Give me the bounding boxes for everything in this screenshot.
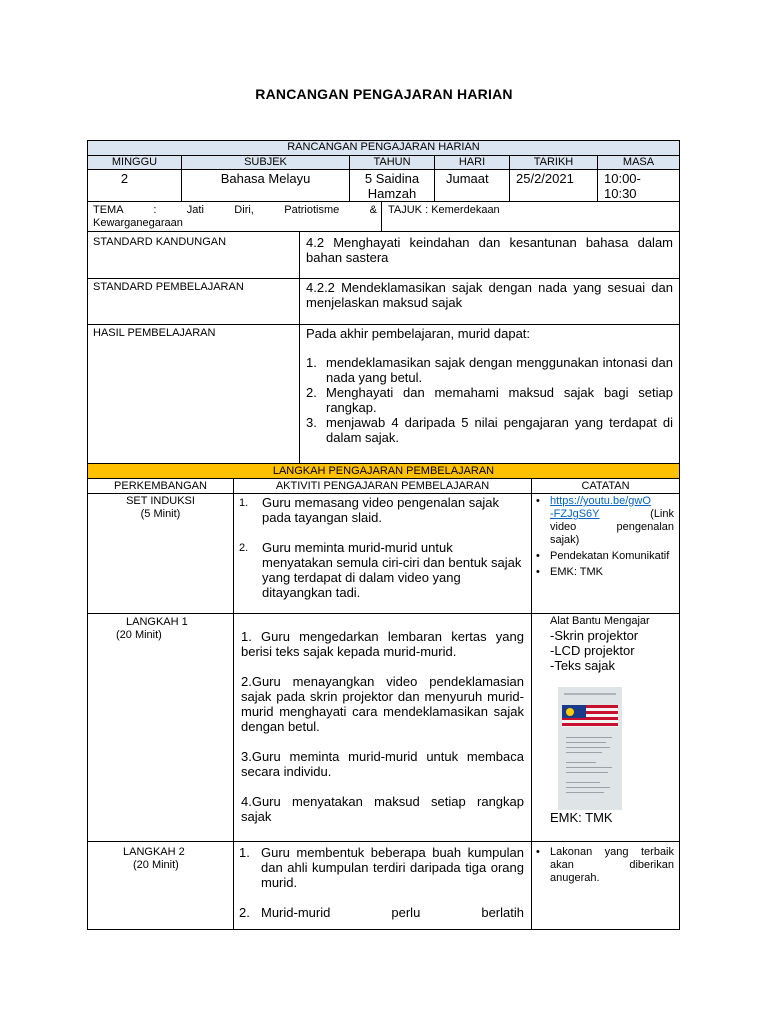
header-masa: MASA — [597, 155, 679, 169]
value-tarikh: 25/2/2021 — [509, 169, 597, 201]
set-induksi-notes — [531, 493, 679, 613]
set-induksi-label: SET INDUKSI (5 Minit) — [88, 493, 233, 613]
standard-pembelajaran-text: 4.2.2 Mendeklamasikan sajak dengan nada yang sesuai dan menjelaskan maksud sajak — [299, 278, 679, 324]
standard-pembelajaran-label: STANDARD PEMBELAJARAN — [88, 278, 299, 324]
list-item: 1. Guru memasang video pengenalan sajak pada tayangan slaid. — [239, 495, 500, 525]
video-link-cont[interactable]: -FZJgS6Y — [550, 508, 600, 520]
list-item: • EMK: TMK — [534, 566, 674, 579]
list-item: 2. Guru meminta murid-murid untuk menyatakan semula ciri-ciri dan bentuk sajak yang terdapat di dalam video yang ditayangkan tadi. — [239, 540, 522, 600]
poem-sheet-image — [558, 687, 622, 810]
col-perkembangan: PERKEMBANGAN — [88, 478, 233, 493]
paragraph: 2.Guru menayangkan video pendeklamasian sajak pada skrin projektor dan menyuruh murid-murid menghayati cara mendeklamasikan sajak dengan betul. — [241, 674, 524, 734]
standard-kandungan-text: 4.2 Menghayati keindahan dan kesantunan bahasa dalam bahan sastera — [299, 231, 679, 278]
list-item: -Teks sajak — [550, 658, 616, 673]
standard-kandungan-label: STANDARD KANDUNGAN — [88, 231, 299, 278]
value-minggu: 2 — [88, 169, 161, 201]
video-link[interactable]: https://youtu.be/gwO — [550, 495, 651, 507]
list-item: -LCD projektor — [550, 643, 635, 658]
list-item: 1. mendeklamasikan sajak dengan menggunakan intonasi dan nada yang betul. — [306, 355, 673, 385]
list-item: • Pendekatan Komunikatif — [534, 550, 674, 563]
header-hari: HARI — [434, 155, 509, 169]
value-tahun: 5 Saidina Hamzah — [349, 169, 434, 201]
list-item: 2. Menghayati dan memahami maksud sajak bagi setiap rangkap. — [306, 385, 673, 415]
paragraph: 1. Guru mengedarkan lembaran kertas yang berisi teks sajak kepada murid-murid. — [241, 629, 524, 659]
paragraph: 4.Guru menyatakan maksud setiap rangkap sajak — [241, 794, 524, 824]
list-item: 3. menjawab 4 daripada 5 nilai pengajaran yang terdapat di dalam sajak. — [306, 415, 673, 445]
langkah1-activities — [233, 613, 531, 841]
paragraph: 3.Guru meminta murid-murid untuk membaca secara individu. — [241, 749, 524, 779]
page-title: RANCANGAN PENGAJARAN HARIAN — [255, 86, 513, 102]
value-masa: 10:00- 10:30 — [597, 169, 679, 201]
langkah-header: LANGKAH PENGAJARAN PEMBELAJARAN — [88, 463, 679, 478]
list-item: • Lakonan yang terbaik akan diberikan anugerah. — [534, 846, 674, 885]
list-item: • https://youtu.be/gwO -FZJgS6Y (Link video pengenalan sajak) — [534, 495, 674, 547]
value-subjek: Bahasa Melayu — [181, 169, 349, 201]
langkah1-label: LANGKAH 1 (20 Minit) — [88, 613, 233, 841]
langkah2-notes — [531, 841, 679, 930]
hasil-pembelajaran-content: Pada akhir pembelajaran, murid dapat: 1. mendeklamasikan sajak dengan menggunakan intonasi dan nada yang betul. 2. Menghayati dan memahami maksud sajak bagi setiap rangkap. 3. menjawab 4 daripada 5 nilai pengajaran yang terdapat di dalam sajak. — [299, 324, 679, 463]
set-induksi-activities — [233, 493, 531, 613]
langkah2-label: LANGKAH 2 (20 Minit) — [88, 841, 233, 930]
header-tarikh: TARIKH — [509, 155, 597, 169]
list-item: 2. Murid-murid perlu berlatih — [239, 905, 524, 920]
tajuk-cell: TAJUK : Kemerdekaan — [381, 201, 679, 231]
tema-cell: TEMA : Jati Diri, Patriotisme & Kewarganegaraan — [88, 201, 381, 231]
header-tahun: TAHUN — [349, 155, 434, 169]
list-item: -Skrin projektor — [550, 628, 639, 643]
lesson-plan-table — [87, 140, 680, 930]
header-subjek: SUBJEK — [181, 155, 349, 169]
header-minggu: MINGGU — [88, 155, 181, 169]
hasil-pembelajaran-label: HASIL PEMBELAJARAN — [88, 324, 299, 463]
table-title: RANCANGAN PENGAJARAN HARIAN — [88, 141, 679, 155]
langkah2-activities — [233, 841, 531, 930]
col-aktiviti: AKTIVITI PENGAJARAN PEMBELAJARAN — [233, 478, 531, 493]
value-hari: Jumaat — [434, 169, 509, 201]
col-catatan: CATATAN — [531, 478, 679, 493]
langkah1-notes: Alat Bantu Mengajar -Skrin projektor -LCD projektor -Teks sajak EMK: TMK — [531, 613, 679, 841]
list-item: 1. Guru membentuk beberapa buah kumpulan dan ahli kumpulan terdiri daripada tiga orang murid. — [239, 845, 524, 890]
